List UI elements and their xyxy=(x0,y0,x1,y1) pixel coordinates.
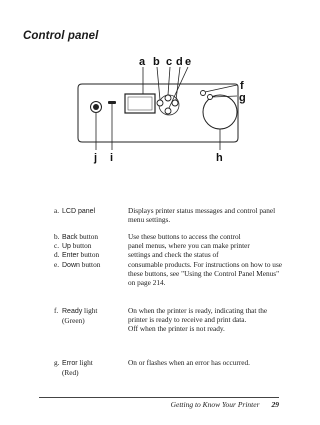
item-description: Displays printer status messages and control panel menu settings. xyxy=(128,206,276,225)
item-sub: (Green) xyxy=(62,315,85,325)
legend-item-f xyxy=(54,306,286,358)
callout-b: b xyxy=(153,56,160,68)
item-name: Down xyxy=(62,261,80,269)
page-title: Control panel xyxy=(23,30,99,42)
item-suffix: button xyxy=(70,241,92,251)
item-description-2: Off when the printer is not ready. xyxy=(128,323,225,333)
callout-g: g xyxy=(239,92,246,104)
footer-rule xyxy=(39,397,279,398)
item-suffix: button xyxy=(78,250,100,260)
error-light-icon xyxy=(208,95,213,100)
control-panel-diagram xyxy=(0,0,300,200)
page-number: 29 xyxy=(271,400,279,409)
item-letter: c. xyxy=(54,241,60,251)
legend-item-a xyxy=(54,206,286,232)
callout-d: d xyxy=(176,56,183,68)
legend-item-b xyxy=(54,232,286,241)
up-button-icon xyxy=(165,95,171,101)
item-letter: b. xyxy=(54,232,60,241)
item-letter: a. xyxy=(54,206,60,215)
item-name: Enter xyxy=(62,252,79,260)
item-description: On or flashes when an error has occurred. xyxy=(128,357,250,367)
enter-button-icon xyxy=(172,100,178,106)
item-description: Use these buttons to access the control xyxy=(128,232,241,241)
item-name: Up xyxy=(62,243,71,251)
item-suffix: button xyxy=(77,232,99,241)
item-letter: e. xyxy=(54,259,60,269)
item-letter: f. xyxy=(54,305,59,315)
callout-f: f xyxy=(240,80,244,92)
callout-h: h xyxy=(216,152,223,164)
item-name: Error xyxy=(62,359,78,367)
legend-item-c xyxy=(54,241,286,250)
callout-e: e xyxy=(185,56,192,68)
ready-light-icon xyxy=(201,91,206,96)
panel-outline xyxy=(78,84,238,142)
down-button-icon xyxy=(165,108,171,114)
item-suffix: button xyxy=(79,259,101,269)
callout-a: a xyxy=(139,56,146,68)
legend-list xyxy=(54,206,286,378)
legend-item-d xyxy=(54,250,286,259)
footer-title: Getting to Know Your Printer xyxy=(170,400,260,409)
page-footer xyxy=(171,400,279,409)
item-letter: d. xyxy=(54,250,60,260)
item-suffix: light xyxy=(82,305,98,315)
item-name: Ready xyxy=(62,307,83,315)
back-button-icon xyxy=(157,100,163,106)
item-suffix: light xyxy=(77,357,93,367)
item-sub: (Red) xyxy=(62,367,79,377)
item-letter: g. xyxy=(54,357,60,367)
callout-j: j xyxy=(94,152,98,164)
callout-c: c xyxy=(166,56,173,68)
item-description: consumable products. For instructions on how to use these buttons, see "Using the Control Panel Menus" on page 214. xyxy=(128,259,283,287)
legend-item-g xyxy=(54,358,286,378)
item-description: On when the printer is ready, indicating that the printer is ready to receive and print data. xyxy=(128,305,268,324)
item-description: panel menus, where you can make printer xyxy=(128,241,250,251)
item-name: LCD panel xyxy=(62,208,96,215)
item-description: settings and check the status of xyxy=(128,250,219,260)
legend-item-e xyxy=(54,260,286,306)
item-name: Back xyxy=(62,234,78,241)
callout-i: i xyxy=(110,152,114,164)
power-button-inner xyxy=(93,104,99,110)
power-indicator xyxy=(108,101,116,104)
large-button-icon xyxy=(203,95,237,129)
